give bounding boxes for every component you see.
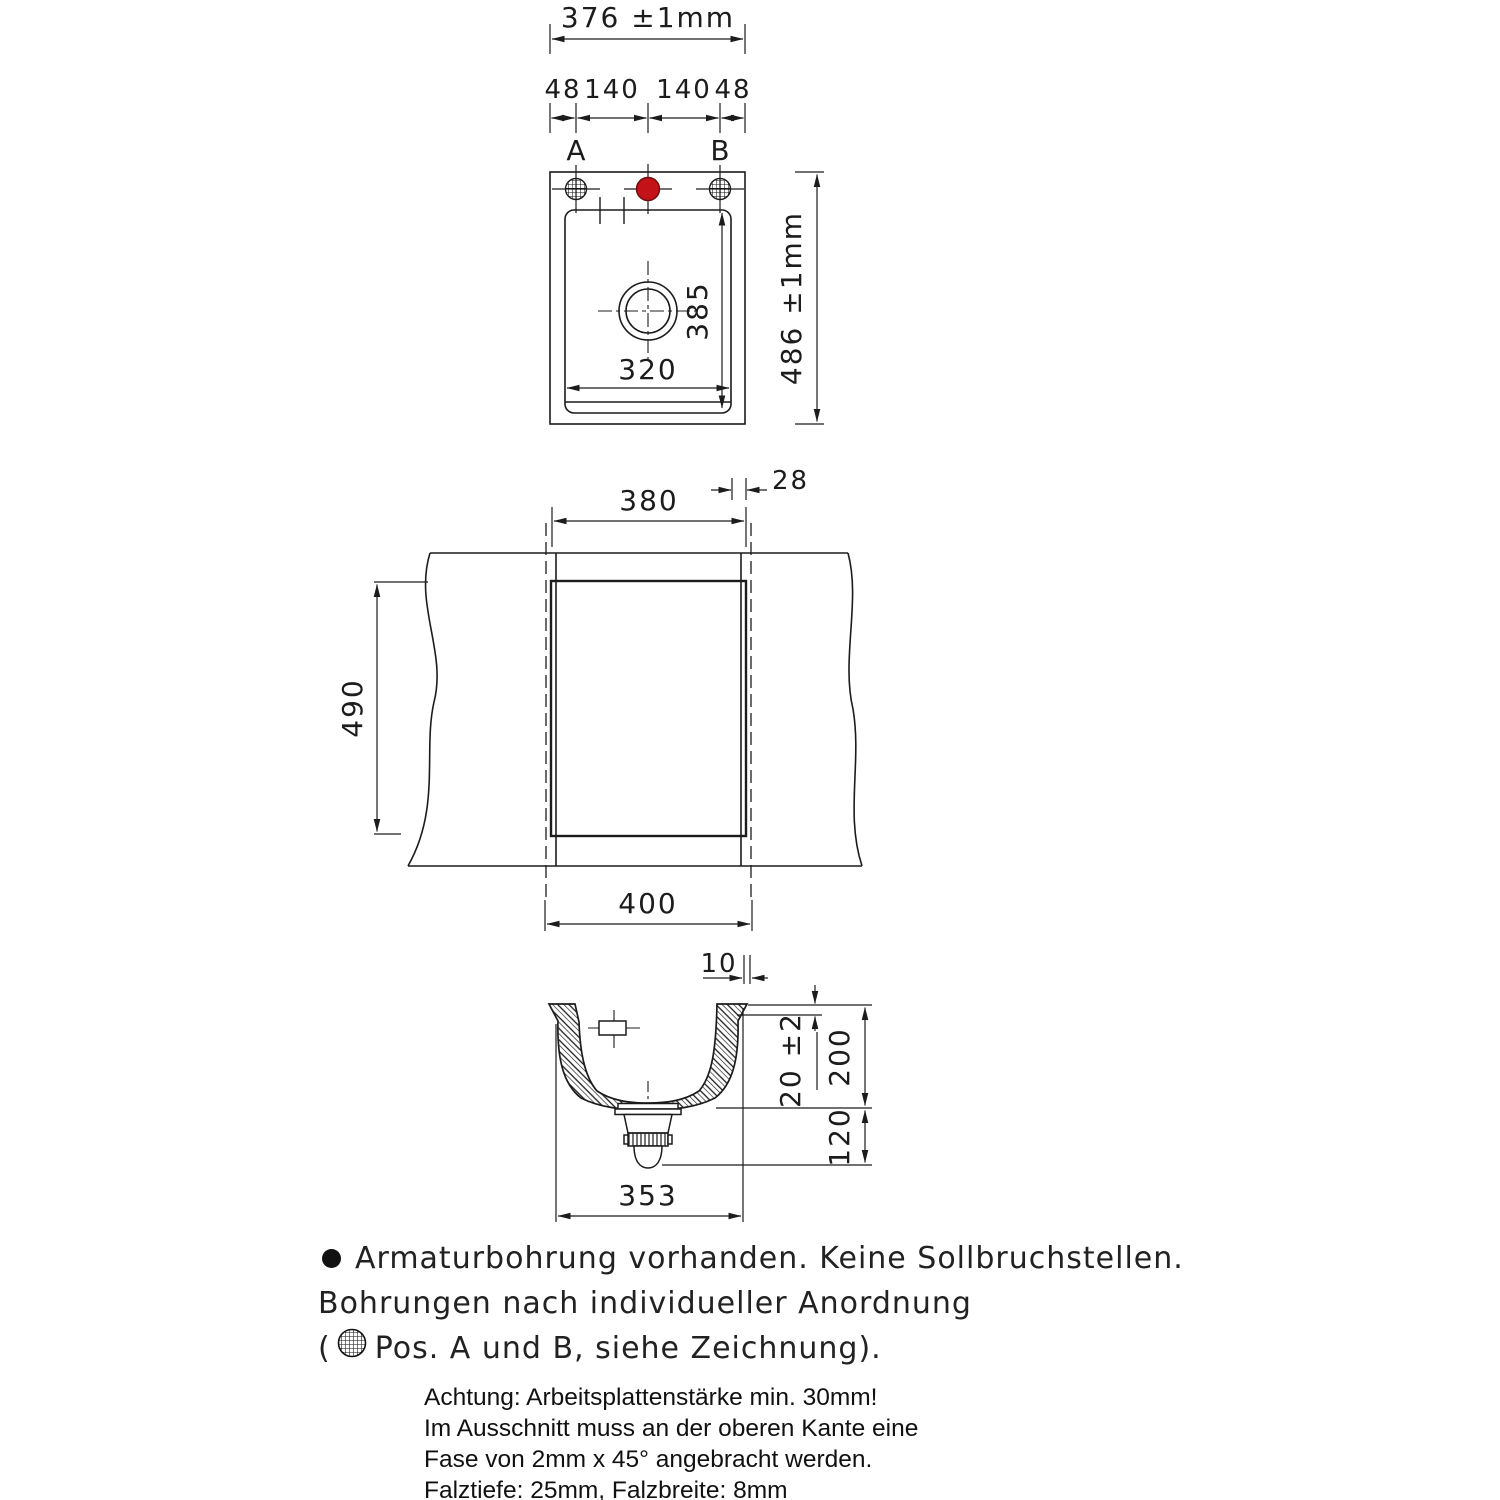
warning-block	[424, 1382, 918, 1500]
dim-spacing-140-left: 140	[584, 75, 640, 105]
dim-rim-depth-label: 20 ±2	[774, 1012, 807, 1108]
note-line-1	[318, 1236, 1184, 1281]
dim-spacing-140-right: 140	[656, 75, 712, 105]
hole-b-label: B	[710, 134, 730, 167]
note-line-3-prefix: (	[318, 1331, 331, 1366]
drawing-notes	[318, 1236, 1184, 1371]
drain-assembly	[615, 1081, 681, 1168]
dim-edge-gap-label: 10	[700, 949, 738, 979]
drain-body	[624, 1115, 672, 1134]
dim-bowl-width-label: 320	[618, 353, 678, 386]
dim-spacing-48-left: 48	[544, 75, 582, 105]
note-line-3	[318, 1326, 1184, 1371]
dim-base-width-label: 353	[618, 1179, 678, 1212]
dim-rim-offset-label: 28	[772, 466, 810, 496]
sink-top-view	[544, 1, 824, 424]
dim-drain-height-label: 120	[823, 1107, 856, 1167]
worktop-break-left	[408, 553, 437, 866]
dim-cutout-depth-label: 490	[336, 678, 369, 738]
dim-bowl-length-label: 385	[681, 281, 714, 341]
warning-line-1: Achtung: Arbeitsplattenstärke min. 30mm!	[424, 1384, 878, 1411]
warning-line-3: Fase von 2mm x 45° angebracht werden.	[424, 1446, 873, 1473]
note-line-1-text: Armaturbohrung vorhanden. Keine Sollbruchstellen.	[355, 1241, 1184, 1276]
dim-overall-width-label: 376 ±1mm	[560, 1, 736, 34]
dim-cutout-width-label: 400	[618, 887, 678, 920]
dim-rim-depth	[815, 985, 817, 1090]
drain-dome	[634, 1146, 662, 1168]
cutout-rectangle	[551, 581, 746, 836]
dim-cutout-inner-width-label: 380	[619, 484, 679, 517]
note-line-3-text: Pos. A und B, siehe Zeichnung).	[374, 1331, 882, 1366]
dim-overall-depth-label: 486 ±1mm	[775, 210, 808, 386]
dim-spacing-48-right: 48	[714, 75, 752, 105]
section-faucet-hole	[588, 1010, 640, 1048]
warning-line-2: Im Ausschnitt muss an der oberen Kante eine	[424, 1415, 919, 1442]
dim-cutout-depth	[374, 582, 428, 834]
dim-rim-offset	[711, 478, 767, 500]
warning-line-4: Falztiefe: 25mm, Falzbreite: 8mm	[424, 1477, 788, 1500]
dim-bowl-height-label: 200	[823, 1027, 856, 1087]
red-drill-hole	[637, 178, 660, 201]
sink-section-view	[549, 985, 872, 1222]
note-line-2-text: Bohrungen nach individueller Anordnung	[318, 1286, 972, 1321]
hatched-hole-icon	[337, 1326, 367, 1371]
hole-a-label: A	[566, 134, 586, 167]
dim-hole-spacing	[550, 103, 745, 133]
worktop-break-right	[848, 553, 862, 866]
sink-wall-section	[549, 1004, 747, 1110]
worktop-cutout-view	[336, 466, 862, 984]
bullet-dot-icon	[322, 1249, 341, 1268]
drain-thread-ring	[628, 1133, 668, 1146]
note-line-2	[318, 1281, 1184, 1326]
